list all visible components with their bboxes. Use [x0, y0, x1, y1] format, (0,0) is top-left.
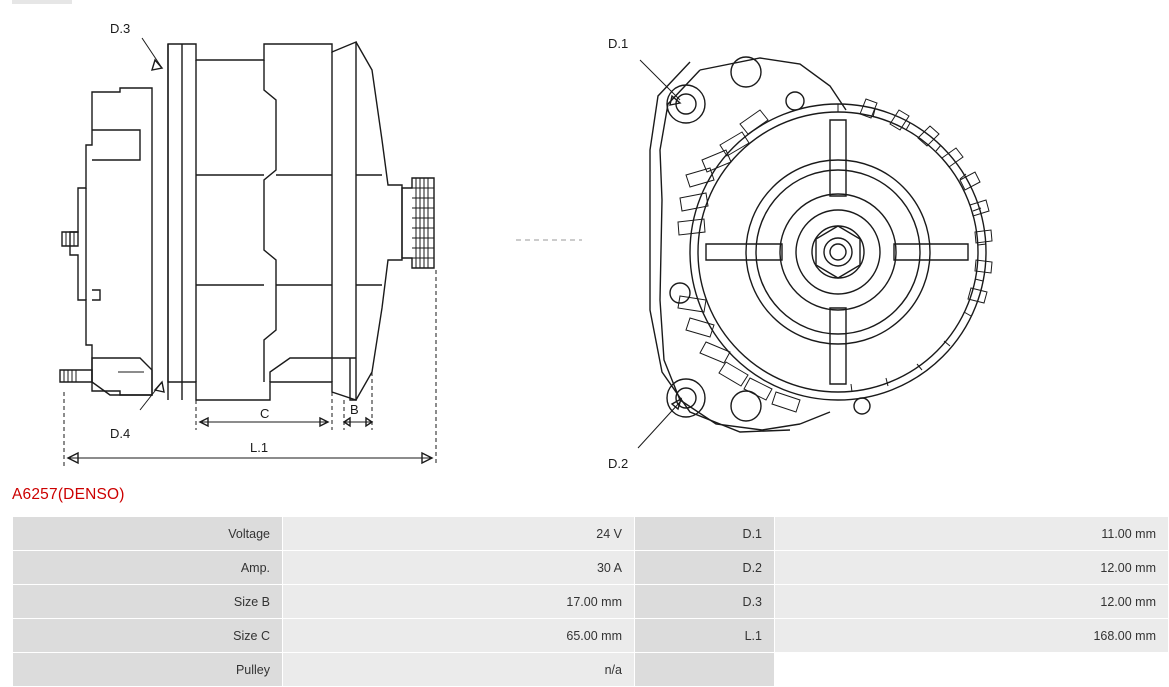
spec-label-amp: Amp.: [13, 551, 283, 585]
label-c: C: [260, 406, 270, 421]
spec-value-d1: 11.00 mm: [775, 517, 1169, 551]
spec-value-size-b: 17.00 mm: [283, 585, 635, 619]
label-d1: D.1: [608, 36, 629, 51]
spec-value-amp: 30 A: [283, 551, 635, 585]
spec-value-pulley: n/a: [283, 653, 635, 687]
label-d2: D.2: [608, 456, 629, 471]
spec-label-d2: D.2: [635, 551, 775, 585]
spec-label-d1: D.1: [635, 517, 775, 551]
spec-value-d2: 12.00 mm: [775, 551, 1169, 585]
spec-label-size-b: Size B: [13, 585, 283, 619]
spec-value-size-c: 65.00 mm: [283, 619, 635, 653]
table-row: [13, 517, 1169, 551]
table-row: [13, 653, 1169, 687]
spec-label-l1: L.1: [635, 619, 775, 653]
label-d3: D.3: [110, 21, 131, 36]
page-title: A6257(DENSO): [12, 486, 125, 503]
label-b: B: [350, 402, 359, 417]
label-d4: D.4: [110, 426, 131, 441]
table-row: [13, 551, 1169, 585]
spec-value-empty: [775, 653, 1169, 687]
specification-table: [12, 516, 1169, 687]
spec-label-d3: D.3: [635, 585, 775, 619]
spec-value-d3: 12.00 mm: [775, 585, 1169, 619]
table-row: [13, 619, 1169, 653]
spec-value-voltage: 24 V: [283, 517, 635, 551]
spec-value-l1: 168.00 mm: [775, 619, 1169, 653]
side-view-group: [60, 21, 436, 466]
spec-label-voltage: Voltage: [13, 517, 283, 551]
spec-label-pulley: Pulley: [13, 653, 283, 687]
table-row: [13, 585, 1169, 619]
front-view-group: [608, 36, 992, 471]
spec-label-size-c: Size C: [13, 619, 283, 653]
label-l1: L.1: [250, 440, 269, 455]
spec-label-empty: [635, 653, 775, 687]
